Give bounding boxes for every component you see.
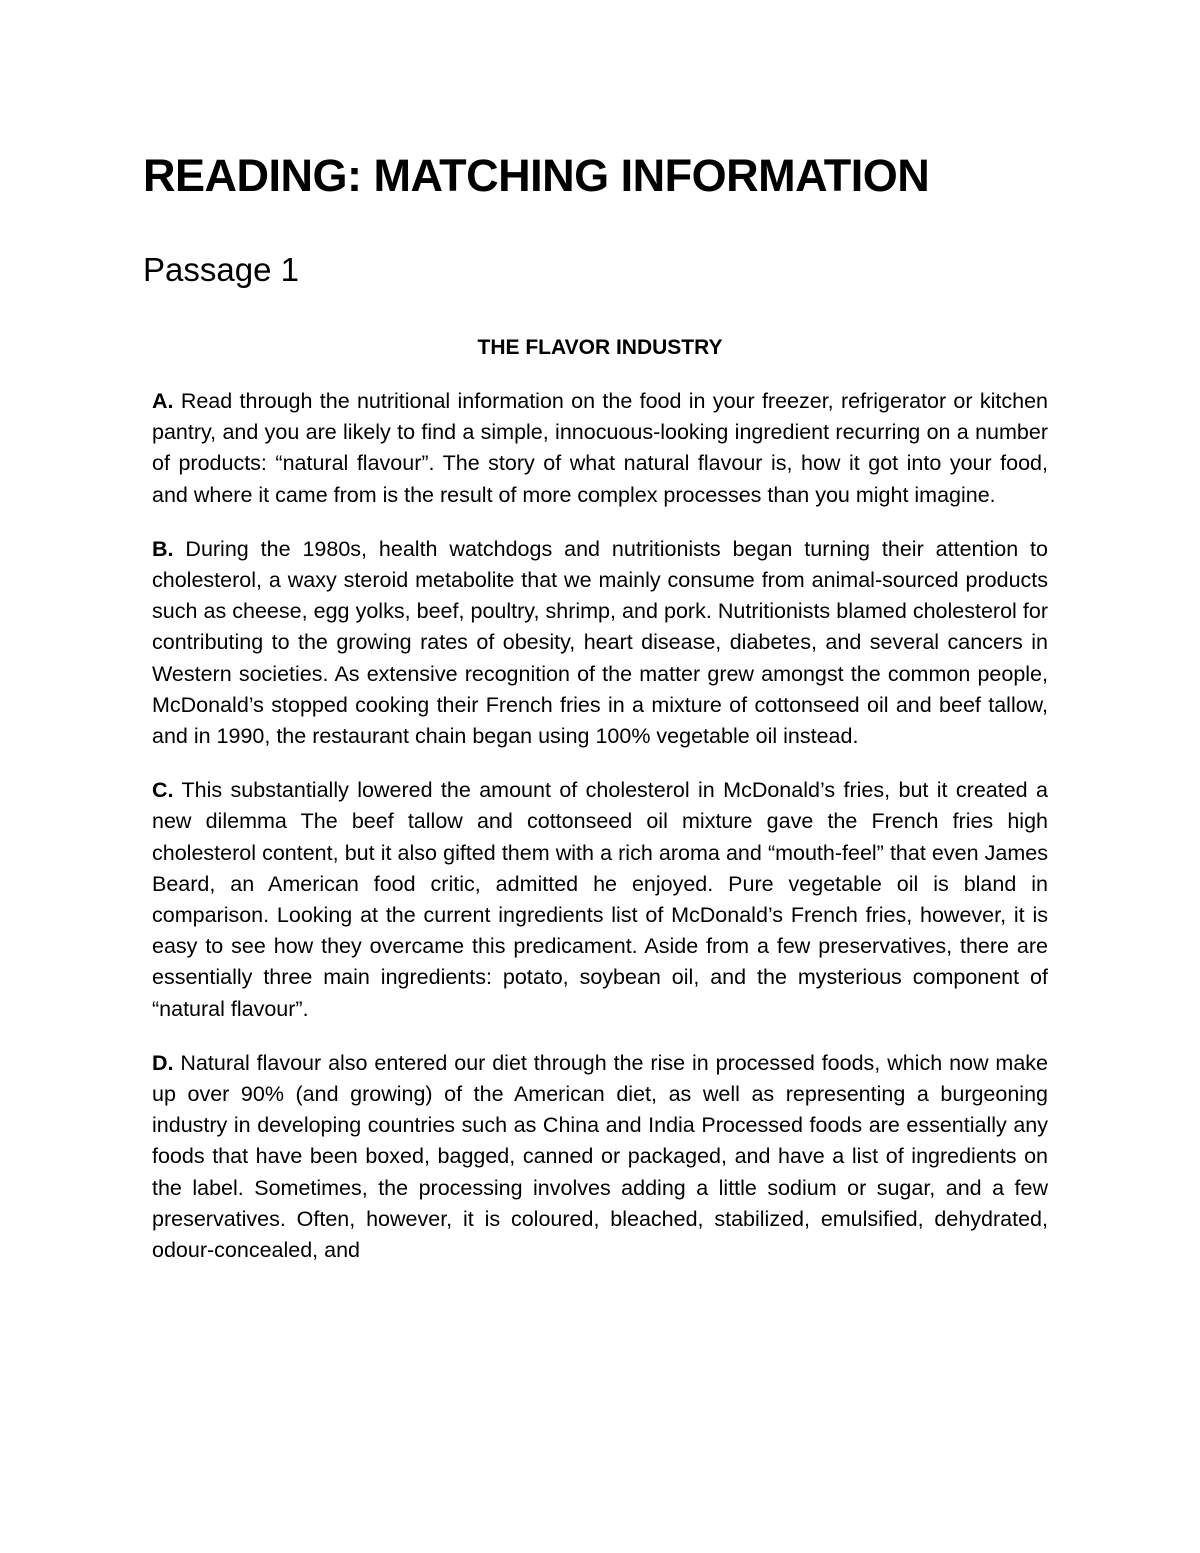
- paragraph-letter: B.: [152, 536, 174, 561]
- paragraph-c: [152, 775, 1048, 1025]
- article-body: [152, 386, 1048, 1289]
- paragraph-text: Read through the nutritional information on the food in your freezer, refrigerator or kitchen pantry, and you are likely to find a simple, innocuous-looking ingredient recurring on a number of products: “natural flavour”. The story of what natural flavour is, how it got into your food, and where it came from is the result of more complex processes than you might imagine.: [152, 389, 1048, 507]
- document-title: READING: MATCHING INFORMATION: [143, 150, 930, 201]
- paragraph-letter: C.: [152, 778, 174, 803]
- paragraph-text: During the 1980s, health watchdogs and nutritionists began turning their attention to cholesterol, a waxy steroid metabolite that we mainly consume from animal-sourced products such as cheese, egg yolks, beef, poultry, shrimp, and pork. Nutritionists blamed cholesterol for contributing to the growing rates of obesity, heart disease, diabetes, and several cancers in Western societies. As extensive recognition of the matter grew amongst the common people, McDonald’s stopped cooking their French fries in a mixture of cottonseed oil and beef tallow, and in 1990, the restaurant chain began using 100% vegetable oil instead.: [152, 536, 1048, 749]
- paragraph-b: [152, 534, 1048, 752]
- paragraph-text: Natural flavour also entered our diet through the rise in processed foods, which now make up over 90% (and growing) of the American diet, as well as representing a burgeoning industry in developing countries such as China and India Processed foods are essentially any foods that have been boxed, bagged, canned or packaged, and have a list of ingredients on the label. Sometimes, the processing involves adding a little sodium or sugar, and a few preservatives. Often, however, it is coloured, bleached, stabilized, emulsified, dehydrated, odour-concealed, and: [152, 1050, 1048, 1263]
- article-title: THE FLAVOR INDUSTRY: [477, 336, 723, 359]
- paragraph-a: [152, 386, 1048, 511]
- passage-label: Passage 1: [143, 251, 299, 288]
- paragraph-letter: A.: [152, 389, 174, 413]
- paragraph-letter: D.: [152, 1050, 174, 1075]
- paragraph-text: This substantially lowered the amount of cholesterol in McDonald’s fries, but it created a new dilemma The beef tallow and cottonseed oil mixture gave the French fries high cholesterol content, but it also gifted them with a rich aroma and “mouth-feel” that even James Beard, an American food critic, admitted he enjoyed. Pure vegetable oil is bland in comparison. Looking at the current ingredients list of McDonald’s French fries, however, it is easy to see how they overcame this predicament. Aside from a few preservatives, there are essentially three main ingredients: potato, soybean oil, and the mysterious component of “natural flavour”.: [152, 778, 1048, 1021]
- paragraph-d: [152, 1048, 1048, 1266]
